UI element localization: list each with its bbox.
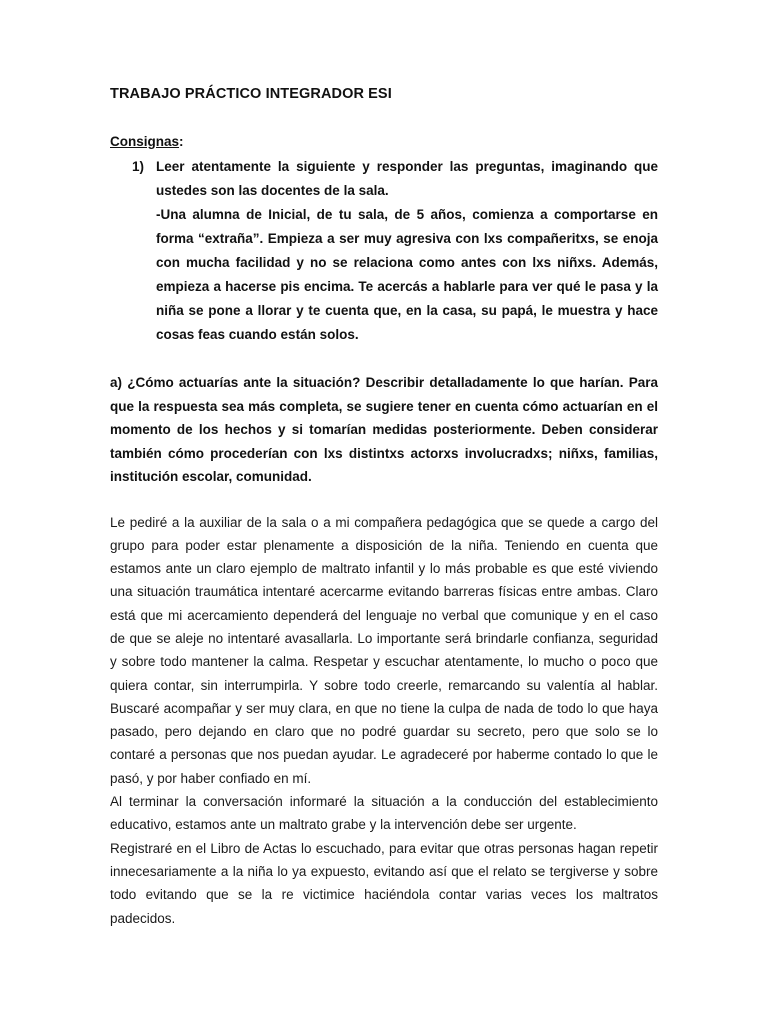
answer-paragraph: Le pediré a la auxiliar de la sala o a mi compañera pedagógica que se quede a cargo del grupo para poder estar plenamente a disposición de la niña. Teniendo en cuenta que estamos ante un claro ejemplo de maltrato infantil y lo más probable es que esté viviendo una situación traumática intentaré acercarme evitando barreras físicas entre ambas. Claro está que mi acercamiento dependerá del lenguaje no verbal que comunique y en el caso de que se aleje no intentaré avasallarla. Lo importante será brindarle confianza, seguridad y sobre todo mantener la calma. Respetar y escuchar atentamente, lo mucho o poco que quiera contar, sin interrumpirla. Y sobre todo creerle, remarcando su valentía al hablar. Buscaré acompañar y ser muy clara, en que no tiene la culpa de nada de todo lo que haya pasado, pero dejando en claro que no podré guardar su secreto, pero que solo se lo contaré a personas que nos puedan ayudar. Le agradeceré por haberme contado lo que le pasó, y por haber confiado en mí. xyxy=(110,514,658,786)
item-intro: Leer atentamente la siguiente y responder las preguntas, imaginando que ustedes son las docentes de la sala. xyxy=(156,159,658,198)
consignas-label: Consignas xyxy=(110,134,180,149)
answer-section xyxy=(110,511,658,930)
question-a: a) ¿Cómo actuarías ante la situación? Describir detalladamente lo que harían. Para que la respuesta sea más completa, se sugiere tener en cuenta cómo actuarían en el momento de los hechos y si tomarían medidas posteriormente. Deben considerar también cómo procederían con lxs distintxs actorxs involucradxs; niñxs, familias, institución escolar, comunidad. xyxy=(110,375,658,484)
answer-paragraph: Al terminar la conversación informaré la situación a la conducción del establecimiento educativo, estamos ante un maltrato grabe y la intervención debe ser urgente. xyxy=(110,794,658,833)
consignas-heading xyxy=(110,104,658,152)
consignas-colon: : xyxy=(179,134,184,149)
item-body xyxy=(156,155,658,347)
document-title: TRABAJO PRÁCTICO INTEGRADOR ESI xyxy=(110,86,392,102)
document-body xyxy=(110,84,658,930)
consigna-item-1 xyxy=(110,155,658,347)
item-number: 1) xyxy=(132,159,145,174)
item-case: -Una alumna de Inicial, de tu sala, de 5 años, comienza a comportarse en forma “extraña”. Empieza a ser muy agresiva con lxs compañeritxs, se enoja con mucha facilidad y no se relaciona como antes con lxs niñxs. Además, empieza a hacerse pis encima. Te acercás a hablarle para ver qué le pasa y la niña se pone a llorar y te cuenta que, en la casa, su papá, le muestra y hace cosas feas cuando están solos. xyxy=(156,207,658,342)
answer-paragraph: Registraré en el Libro de Actas lo escuchado, para evitar que otras personas hagan repetir innecesariamente a la niña lo ya expuesto, evitando así que el relato se tergiverse y sobre todo evitando que se la re victimice haciéndola contar varias veces los maltratos padecidos. xyxy=(110,840,658,926)
